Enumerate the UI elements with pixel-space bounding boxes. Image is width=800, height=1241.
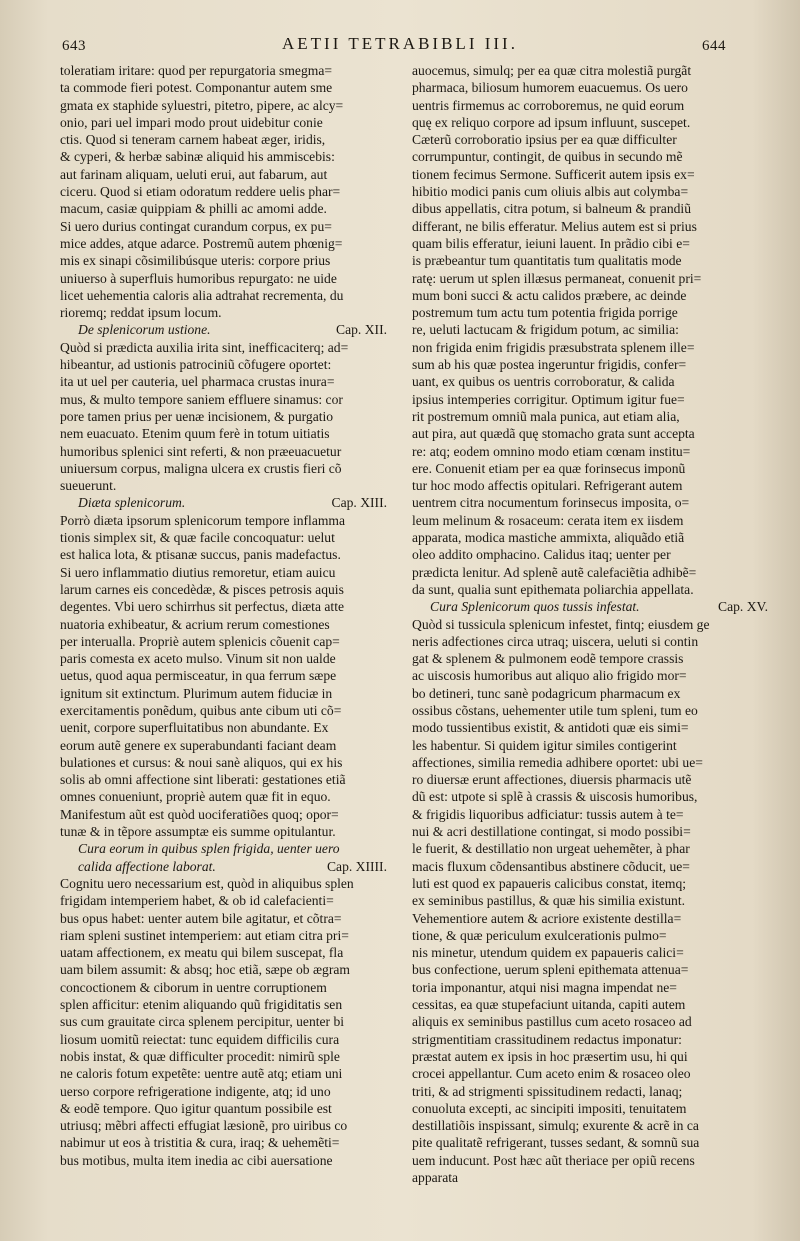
text-line: degentes. Vbi uero schirrhus sit perfectus, diæta atte bbox=[60, 599, 345, 615]
text-line: omnes conueniunt, propriè autem quæ fit in equo. bbox=[60, 789, 331, 805]
text-line: macis fluxum cõdensantibus abstinere cõducit, ue= bbox=[412, 858, 690, 874]
text-line: uetus, quod aqua permisceatur, in qua ferrum sæpe bbox=[60, 668, 337, 684]
text-line: Si uero durius contingat curandum corpus, ex pu= bbox=[60, 218, 332, 234]
text-line: uant, ex quibus os uentris corroboratur, & calida bbox=[412, 374, 675, 390]
text-line: rioremq; reddat ipsum locum. bbox=[60, 305, 222, 321]
text-line: solis ab omni affectione sint liberati: gestationes etiã bbox=[60, 772, 346, 788]
text-line: gmata ex staphide syluestri, pitetro, pipere, ac alcy= bbox=[60, 97, 344, 113]
text-line: est halica lota, & ptisanæ succus, panis madefactus. bbox=[60, 547, 341, 563]
text-line: cessitas, ea quæ stupefaciunt uitanda, capiti autem bbox=[412, 997, 686, 1013]
text-line: Quòd si prædicta auxilia irita sint, inefficaciterq; ad= bbox=[60, 339, 349, 355]
running-title: AETII TETRABIBLI III. bbox=[282, 34, 518, 53]
text-line: nabimur ut eos à tristitia & cura, iraq; & uehemẽti= bbox=[60, 1135, 340, 1151]
text-line: Porrò diæta ipsorum splenicorum tempore inflamma bbox=[60, 512, 346, 528]
text-line: mice addes, atque adarce. Postremũ autem phœnig= bbox=[60, 235, 343, 251]
text-line: Cæterũ corroboratio ipsius per ea quæ difficulter bbox=[412, 132, 677, 148]
text-line: conuoluta excepti, ac sincipiti impositi, tenuitatem bbox=[412, 1100, 687, 1116]
text-line: tur hoc modo affectis opitulari. Refrigerant autem bbox=[412, 478, 683, 494]
chapter-number: Cap. XIII. bbox=[331, 495, 387, 511]
text-line: nobis instat, & quæ difficulter procedit: nimirũ sple bbox=[60, 1048, 340, 1064]
text-line: toleratiam iritare: quod per repurgatoria smegma= bbox=[60, 63, 333, 78]
text-line: tionem fecimus Sermone. Sufficerit autem ipsis ex= bbox=[412, 166, 695, 182]
text-line: ctis. Quod si teneram carnem habeat æger, iridis, bbox=[60, 132, 326, 148]
text-line: & eodẽ tempore. Quo igitur quantum possibile est bbox=[60, 1100, 332, 1116]
text-line: nui & acri destillatione contingat, si modo possibi= bbox=[412, 824, 691, 840]
text-line: pite qualitatẽ refrigerant, tusses sedant, & somnũ sua bbox=[412, 1135, 700, 1151]
text-line: onio, pari uel impari modo prout uidebitur conie bbox=[60, 114, 323, 130]
page-header bbox=[0, 30, 800, 60]
text-line: pore tamen prius per uenæ incisionem, & purgatio bbox=[60, 408, 334, 424]
text-line: auocemus, simulq; per ea quæ citra molestiã purgãt bbox=[412, 63, 692, 78]
text-line: apparata, modica mastiche ammixta, aliquãdo etiã bbox=[412, 530, 685, 546]
text-line: strigmentitiam crassitudinem redactus imponatur: bbox=[412, 1031, 682, 1047]
text-line: aliquis ex seminibus pastillus cum aceto rosaceo ad bbox=[412, 1014, 692, 1030]
text-line: uniuersum corpus, maligna ulcera ex crustis fieri cõ bbox=[60, 460, 342, 476]
text-line: re, ueluti lactucam & frigidum potum, ac similia: bbox=[412, 322, 679, 338]
text-line: ciceru. Quod si etiam odoratum reddere uelis phar= bbox=[60, 184, 341, 200]
section-heading-text: calida affectione laborat. bbox=[78, 858, 216, 874]
text-line: gat & splenem & pulmonem eodẽ tempore crassis bbox=[412, 651, 684, 667]
text-line: mus, & multo tempore saniem effluere sinamus: cor bbox=[60, 391, 343, 407]
text-line: non frigida enim frigidis præsubstrata splenem ille= bbox=[412, 339, 695, 355]
text-line: bus confectione, uerum spleni epithemata attenua= bbox=[412, 962, 689, 978]
text-line: liosum uomitũ reiectat: tunc equidem difficilis cura bbox=[60, 1031, 340, 1047]
text-line: bus opus habet: uenter autem bile agitatur, et cõtra= bbox=[60, 910, 342, 926]
text-line: uem inducunt. Post hæc aũt theriace per opiũ recens bbox=[412, 1152, 695, 1168]
text-line: ita ut uel per cauteria, uel pharmaca crustas inura= bbox=[60, 374, 335, 390]
text-line: ossibus cõstans, uehementer utile tum spleni, tum eo bbox=[412, 702, 698, 718]
text-line: Cognitu uero necessarium est, quòd in aliquibus splen bbox=[60, 875, 354, 891]
text-line: larum carnes eis concedèdæ, & pisces petrosis aquis bbox=[60, 581, 344, 597]
text-line: concoctionem & ciborum in uentre corruptionem bbox=[60, 979, 327, 995]
page-number-right: 644 bbox=[702, 38, 726, 54]
text-line: nis minetur, utendum quidem ex papaueris calici= bbox=[412, 945, 684, 961]
text-line: mis ex sinapi cõsimilibúsque uteris: corpore prius bbox=[60, 253, 331, 269]
section-heading bbox=[60, 858, 403, 875]
text-line: les habentur. Si quidem igitur similes contigerint bbox=[412, 737, 677, 753]
text-line: bo detineri, tunc sanè podagricum pharmacum ex bbox=[412, 685, 681, 701]
section-heading bbox=[412, 598, 784, 615]
text-line: exercitamentis ponẽdum, quibus ante cibum uti cõ= bbox=[60, 702, 342, 718]
text-line: humoribus splenici sint referti, & non præeuacuetur bbox=[60, 443, 342, 459]
text-line: oleo addito omphacino. Calidus itaq; uenter per bbox=[412, 547, 671, 563]
text-line: tione, & quæ periculum exulcerationis pulmo= bbox=[412, 927, 667, 943]
text-line: sueuerunt. bbox=[60, 478, 117, 494]
text-line: & frigidis liquoribus adficiatur: tussis autem à te= bbox=[412, 806, 684, 822]
section-heading-text: De splenicorum ustione. bbox=[78, 322, 211, 338]
text-line: splen afficitur: etenim aliquando quũ frigiditatis sen bbox=[60, 997, 343, 1013]
text-line: licet uehementia caloris alia adtrahat recrementa, du bbox=[60, 287, 344, 303]
text-line: ne caloris fotum expetẽte: uentre autẽ atq; etiam uni bbox=[60, 1066, 343, 1082]
text-line: Vehementiore autem & acriore existente destilla= bbox=[412, 910, 682, 926]
text-line: aut pira, aut quædã quę stomacho grata sunt accepta bbox=[412, 426, 695, 442]
text-line: luti est quod ex papaueris calicibus constat, itemq; bbox=[412, 875, 687, 891]
text-line: frigidam intemperiem habet, & ob id calefacienti= bbox=[60, 893, 334, 909]
text-line: ipsius intemperies corrigitur. Optimum igitur fue= bbox=[412, 391, 685, 407]
text-line: Manifestum aũt est quòd uociferatiões quoq; opor= bbox=[60, 806, 339, 822]
chapter-number: Cap. XIIII. bbox=[326, 858, 387, 874]
text-line: ta commode fieri potest. Componantur autem sme bbox=[60, 80, 333, 96]
text-line: mum boni succi & actu calidos præbere, ac deinde bbox=[412, 287, 687, 303]
text-line: postremum tum actu tum potentia frigida porrige bbox=[412, 305, 678, 321]
text-line: apparata bbox=[412, 1170, 459, 1185]
left-text-column bbox=[60, 62, 403, 1169]
text-line: prædicta lenitur. Ad splenẽ autẽ calefaciẽtia adhibẽ= bbox=[412, 564, 697, 580]
text-line: triti, & ad strigmenti spissitudinem redacti, lanaq; bbox=[412, 1083, 683, 1099]
text-line: uerso corpore refrigeratione indigente, atq; id uno bbox=[60, 1083, 331, 1099]
right-text-column bbox=[412, 62, 784, 1186]
chapter-number: Cap. XII. bbox=[336, 322, 387, 338]
section-heading bbox=[60, 840, 403, 857]
section-heading-text: Cura Splenicorum quos tussis infestat. bbox=[430, 599, 640, 615]
text-line: re: atq; eodem omnino modo etiam cœnam institu= bbox=[412, 443, 691, 459]
text-line: crocei appellantur. Cum aceto enim & rosaceo oleo bbox=[412, 1066, 691, 1082]
text-line: bus motibus, multa item inedia ac cibi auersatione bbox=[60, 1152, 333, 1168]
text-line: & cyperi, & herbæ sabinæ aliquid his ammiscebis: bbox=[60, 149, 335, 165]
section-heading-text: Diæta splenicorum. bbox=[78, 495, 186, 511]
chapter-number: Cap. XV. bbox=[718, 599, 768, 615]
text-line: hibitio modici panis cum oliuis albis aut colymba= bbox=[412, 184, 689, 200]
text-line: ac uiscosis humoribus aut aliquo alio frigido mor= bbox=[412, 668, 687, 684]
text-line: tionis simplex sit, & quæ facile concoquatur: uelut bbox=[60, 530, 335, 546]
text-line: le fuerit, & destillatio non urgeat uehemẽter, à phar bbox=[412, 841, 690, 857]
text-line: uentris firmemus ac corroboremus, ne quid eorum bbox=[412, 97, 685, 113]
text-line: quę ex reliquo corpore ad ipsum influunt, suscepet. bbox=[412, 114, 691, 130]
text-line: uentrem citra nocumentum forinsecus imposita, o= bbox=[412, 495, 690, 511]
text-line: nem euacuato. Etenim quum ferè in totum uitiatis bbox=[60, 426, 330, 442]
text-line: differant, ne bilis efferatur. Melius autem est si prius bbox=[412, 218, 697, 234]
text-line: uam bilem assumit: & absq; hoc etiã, sæpe ob ægram bbox=[60, 962, 350, 978]
text-line: is præbeantur tum quantitatis tum qualitatis mode bbox=[412, 253, 682, 269]
text-line: bulationes et cursus: & noui sanè aliquos, qui ex his bbox=[60, 754, 343, 770]
text-line: destillatiõis inspissant, simulq; exurente & acrẽ in ca bbox=[412, 1118, 699, 1134]
section-heading bbox=[60, 321, 403, 338]
text-line: toria imponantur, atqui nisi magna impendat ne= bbox=[412, 979, 677, 995]
text-line: macum, casiæ quippiam & philli ac amomi adde. bbox=[60, 201, 327, 217]
text-line: ratę: uerum ut splen illæsus permaneat, conuenit pri= bbox=[412, 270, 702, 286]
page-number-left: 643 bbox=[62, 38, 86, 54]
text-line: Quòd si tussicula splenicum infestet, fintq; eiusdem ge bbox=[412, 616, 710, 632]
text-line: dũ est: utpote si splẽ à crassis & uiscosis humoribus, bbox=[412, 789, 698, 805]
text-line: neris adfectiones circa utraq; uiscera, ueluti si contin bbox=[412, 633, 699, 649]
text-line: uniuerso à superfluis humoribus repurgato: ne uide bbox=[60, 270, 337, 286]
text-line: eorum autẽ genere ex superabundanti faciant deam bbox=[60, 737, 337, 753]
text-line: rit postremum omniũ mala punica, aut etiam alia, bbox=[412, 408, 680, 424]
text-line: modo tussientibus existit, & antidoti quæ eis simi= bbox=[412, 720, 689, 736]
text-line: uatam affectionem, ex meatu qui bilem suscepat, fla bbox=[60, 945, 344, 961]
text-line: ignitum sit extinctum. Plurimum autem fiduciæ in bbox=[60, 685, 333, 701]
text-line: affectiones, similia remedia adhibere oportet: ubi ue= bbox=[412, 754, 703, 770]
text-line: Si uero inflammatio diutius remoretur, etiam auicu bbox=[60, 564, 336, 580]
text-line: sus cum grauitate circa splenem percipitur, uenter bi bbox=[60, 1014, 345, 1030]
text-line: utriusq; mẽbri affecti effugiat læsionẽ, pro uiribus co bbox=[60, 1118, 348, 1134]
text-line: per interualla. Propriè autem splenicis cõuenit cap= bbox=[60, 633, 340, 649]
text-line: ro diuersæ erunt affectiones, diuersis pharmacis utẽ bbox=[412, 772, 692, 788]
text-line: tunæ & in tẽpore assumptæ eis summe opitulantur. bbox=[60, 824, 336, 840]
text-line: aut farinam aliquam, ueluti erui, aut fabarum, aut bbox=[60, 166, 328, 182]
text-line: riam spleni sustinet intemperiem: aut etiam citra pri= bbox=[60, 927, 349, 943]
text-line: sum ab his quæ postea ingeruntur frigidis, confer= bbox=[412, 357, 687, 373]
text-line: ex seminibus pastillus, & quæ his similia existunt. bbox=[412, 893, 686, 909]
section-heading-text: Cura eorum in quibus splen frigida, uenter uero bbox=[78, 841, 340, 857]
text-line: leum melinum & rosaceum: cerata item ex iisdem bbox=[412, 512, 684, 528]
text-line: nuatoria exhibeatur, & acrium rerum comestiones bbox=[60, 616, 330, 632]
text-line: præstat autem ex ipsis in hoc præsertim usu, hi qui bbox=[412, 1048, 688, 1064]
text-line: da sunt, qualia sunt epithemata poliarchia appellata. bbox=[412, 581, 694, 597]
text-line: corrumpuntur, contingit, de quibus in secundo mẽ bbox=[412, 149, 683, 165]
text-line: ere. Conuenit etiam per ea quæ forinsecus imponũ bbox=[412, 460, 686, 476]
text-line: quam bilis efferatur, ieiuni lauent. In prãdio cibi e= bbox=[412, 235, 690, 251]
text-line: uenit, corpore superfluitatibus non abundante. Ex bbox=[60, 720, 329, 736]
text-line: dibus appellatis, citra potum, si balneum & prandiũ bbox=[412, 201, 691, 217]
text-line: hibeantur, ad ustionis patrociniũ cõfugere oportet: bbox=[60, 357, 332, 373]
text-line: pharmaca, biliosum humorem euacuemus. Os uero bbox=[412, 80, 688, 96]
section-heading bbox=[60, 494, 403, 511]
text-line: paris comesta ex aceto mulso. Vinum sit non ualde bbox=[60, 651, 336, 667]
